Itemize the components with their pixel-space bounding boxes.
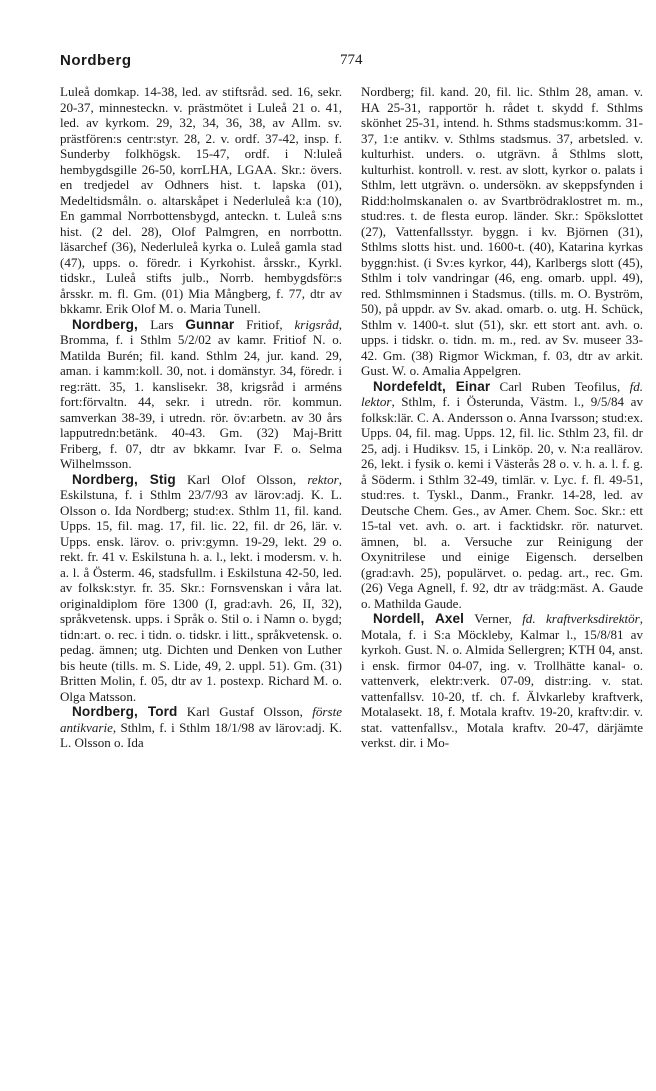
title-italic: fd. kraftverksdirektör — [522, 611, 640, 626]
left-column — [60, 84, 342, 751]
title-italic: krigsråd — [294, 316, 339, 332]
entry-nordberg-stig — [60, 472, 342, 705]
entry-text: Lars — [150, 316, 186, 332]
page-number: 774 — [340, 52, 363, 68]
running-head: Nordberg — [60, 52, 132, 69]
entry-text: , Sthlm, f. i Österunda, Västm. l., 9/5/84 av folksk:lär. C. A. Andersson o. Anna Ivarsson; stud:ex. Upps. 04, fil. mag. Upps. 12, fil. lic. Sthlm 23, fil. dr 25, adj. i Hudiksv. 15, i Linköp. 20, v. N:a reallärov. 26, lekt. i fysik o. kemi i Västerås 28 o. v. h. a. l. f. g. å Söderm. i Sthlm 32-49, timlär. v. Lyc. f. fl. 49-51, stud:res. t. Tyskl., Danm., Frankr. 14-28, led. av Deutsche Chem. Ges., av Amer. Chem. Soc. Skr.: ett 15-tal vet. avh. o. art. i facktidskr. rör. naturvet. ämnen, bl. a. Versuche zur Reinigung der Oxynitrilese und einige Eigensch. derselben (grad:avh. 25), populärvet. o. pedag. art., rec. Gm. (26) Vega Agnell, f. 92, dtr av trädg:mäst. A. Gaude o. Mathilda Gaude. — [361, 394, 643, 611]
page-header — [60, 52, 615, 72]
right-column — [361, 84, 643, 751]
headword: Gunnar — [185, 316, 235, 332]
headword: Nordberg, — [72, 471, 150, 487]
headword: Nordberg, — [72, 316, 151, 332]
headword: Axel — [434, 611, 465, 626]
entry-text: Fritiof, — [234, 316, 295, 332]
headword: Tord — [147, 704, 178, 719]
headword: Nordberg, — [72, 704, 148, 719]
entry-text: , Eskilstuna, f. i Sthlm 23/7/93 av lärov:adj. K. L. Olsson o. Ida Nordberg; stud:ex. Sthlm 11, fil. kand. Upps. 15, fil. mag. 17, fil. lic. 22, fil. dr 26, lär. v. Upps. ensk. lärov. o. priv:gymn. 19-29, lekt. 29 o. rekt. fr. 41 v. Eskilstuna h. a. l., lekt. i modersm. v. h. a. l. å Österm. 46, stadsfullm. i Eskilstuna 42-50, led. av folksk:styr. fr. 35. Skr.: Fornsvenskan i våra lat. originaldiplom före 1300 (I, grad:avh. 26, II, 32), språkvetensk. upps. i Språk o. Stil o. i Namn o. bygd; tidn:art. o. rec. i tidn. o. tidskr. i litt., språkvetensk. o. pedag. ämnen; utg. Dichten und Denken von Luther bis heute (tills. m. S. Lide, 49, 2. uppl. 51). Gm. (31) Britten Molin, f. 05, dtr av 1. postexp. Richard M. o. Olga Matsson. — [60, 471, 342, 704]
headword: Einar — [455, 378, 491, 394]
entry-nordberg-gunnar — [60, 317, 342, 472]
entry-nordberg-tord — [60, 704, 342, 751]
headword: Nordefeldt, — [373, 378, 456, 394]
title-italic: rektor — [307, 471, 339, 487]
entry-text: Carl Ruben Teofilus, — [490, 378, 630, 394]
headword: Nordell, — [373, 611, 435, 626]
entry-text: , Bromma, f. i Sthlm 5/2/02 av kamr. Fritiof N. o. Matilda Burén; fil. kand. Sthlm 24, jur. kand. 29, aman. i kamm:koll. 30, not. i domänstyr. 34, föredr. i reg:rätt. 35, 1. kanslisekr. 38, krigsråd i arméns fort:förvaltn. 44, sekr. i utredn. rör. kommun. samverkan 38-39, i utredn. rör. öv:arbetn. av 30 års lapputredn:betänk. 40-43. Gm. (32) Maj-Britt Friberg, f. 07, dtr av bkkamr. Ivar F. o. Selma Wilhelmsson. — [60, 316, 342, 471]
title-italic: förste antikvarie — [60, 704, 342, 735]
entry-text: Karl Gustaf Olsson, — [177, 704, 313, 719]
entry-text: Karl Olof Olsson, — [175, 471, 308, 487]
entry-continuation — [60, 84, 342, 317]
entry-nordberg-tord-continued — [361, 84, 643, 379]
entry-nordell-axel — [361, 611, 643, 751]
entry-nordefeldt-einar — [361, 379, 643, 612]
entry-text: , Sthlm, f. i Sthlm 18/1/98 av lärov:adj. K. L. Olsson o. Ida — [60, 719, 342, 750]
headword: Stig — [149, 471, 176, 487]
title-italic: fd. lektor — [361, 378, 643, 409]
entry-text: Luleå domkap. 14-38, led. av stiftsråd. sed. 16, sekr. 20-37, minnesteckn. v. prästmötet i Luleå 21 o. 41, led. av kyrkom. 29, 32, 34, 36, 38, av Allm. sv. prästfören:s centr:styr. 28, 2. v. ordf. 37-42, insp. f. Sunderby folkhögsk. 15-47, ordf. i N:luleå hembygdsgille 26-50, korrLHA, LGAA. Skr.: övers. en tredjedel av Odhners hist. t. lapska (01), Medeltidsmåln. o. altarskåpet i Nederluleå k:a (10), En gammal Norrbottensbygd, anteckn. t. Luleå s:ns hist. (2 del. 28), Olof Palmgren, en norrbottn. läsarchef (36), Nederluleå kyrka o. Luleå gamla stad (47), upps. o. föredr. i Kyrkohist. årsskr., Kyrkl. tidskr., Luleå stifts julb., Norrb. hembygdsför:s årsskr. m. fl. Gm. (01) Mia Mångberg, f. 77, dtr av bkkamr. Erik Olof M. o. Maria Tunell. — [60, 84, 342, 316]
entry-text: Nordberg; fil. kand. 20, fil. lic. Sthlm 28, aman. v. HA 25-31, rapportör h. rådet t. skydd f. Sthlms skönhet 25-31, intend. h. Sthms stadsmus:komm. 31-37, 1:e antikv. v. Sthlms stadsmus. 37, arbetsled. v. kulturhist. unders. o. utgrävn. å Sthlms slott, kulturhist. kontroll. v. rest. av slott, kyrkor o. palats i Sthlm, lett utgrävn. o. undersökn. av skeppsfynden i Ridd:holmskanalen o. av Svartbrödraklostret m. m., stud:res. t. de flesta europ. länder. Skr.: Spökslottet (27), Vattenfallsstyr. byggn. i kv. Björnen (31), Sthlms slotts hist. und. 1600-t. (40), Katarina kyrkas byggn:hist. (i Sv:es kyrkor, 44), Karlbergs slott (45), Sthlm i tolv vandringar (46, eng. omarb. uppl. 49), red. Sthlmsminnen i Stadsmus. (tills. m. O. Byström, 50), på uppdr. av Sv. akad. omarb. o. utg. H. Schück, Sthlm v. 1400-t. slut (51), skr. ett stort ant. avh. o. upps. i tidskr. o. tidn. m. m., red. av Sv. museer 33-42. Gm. (38) Rigmor Wickman, f. 03, dtr av arkit. Gust. W. o. Amalia Appelgren. — [361, 84, 643, 378]
entry-text: Verner, — [464, 611, 523, 626]
entry-text: , Motala, f. i S:a Möckleby, Kalmar l., 15/8/81 av kyrkoh. Gust. N. o. Almida Sellergren; KTH 04, anst. i ensk. firmor 04-07, ing. v. Trollhätte kanal- o. vattenverk, elektr:verk. 07-09, distr:ing. v. stat. vattenfallsv. 10-20, tf. ch. f. Älvkarleby kraftverk, Motalasekt. 18, f. Motala kraftv. 19-20, kraftv:dir. v. stat. vattenfallsv., Motala kraftv. 20-47, därjämte verkst. dir. i Mo- — [361, 611, 643, 750]
